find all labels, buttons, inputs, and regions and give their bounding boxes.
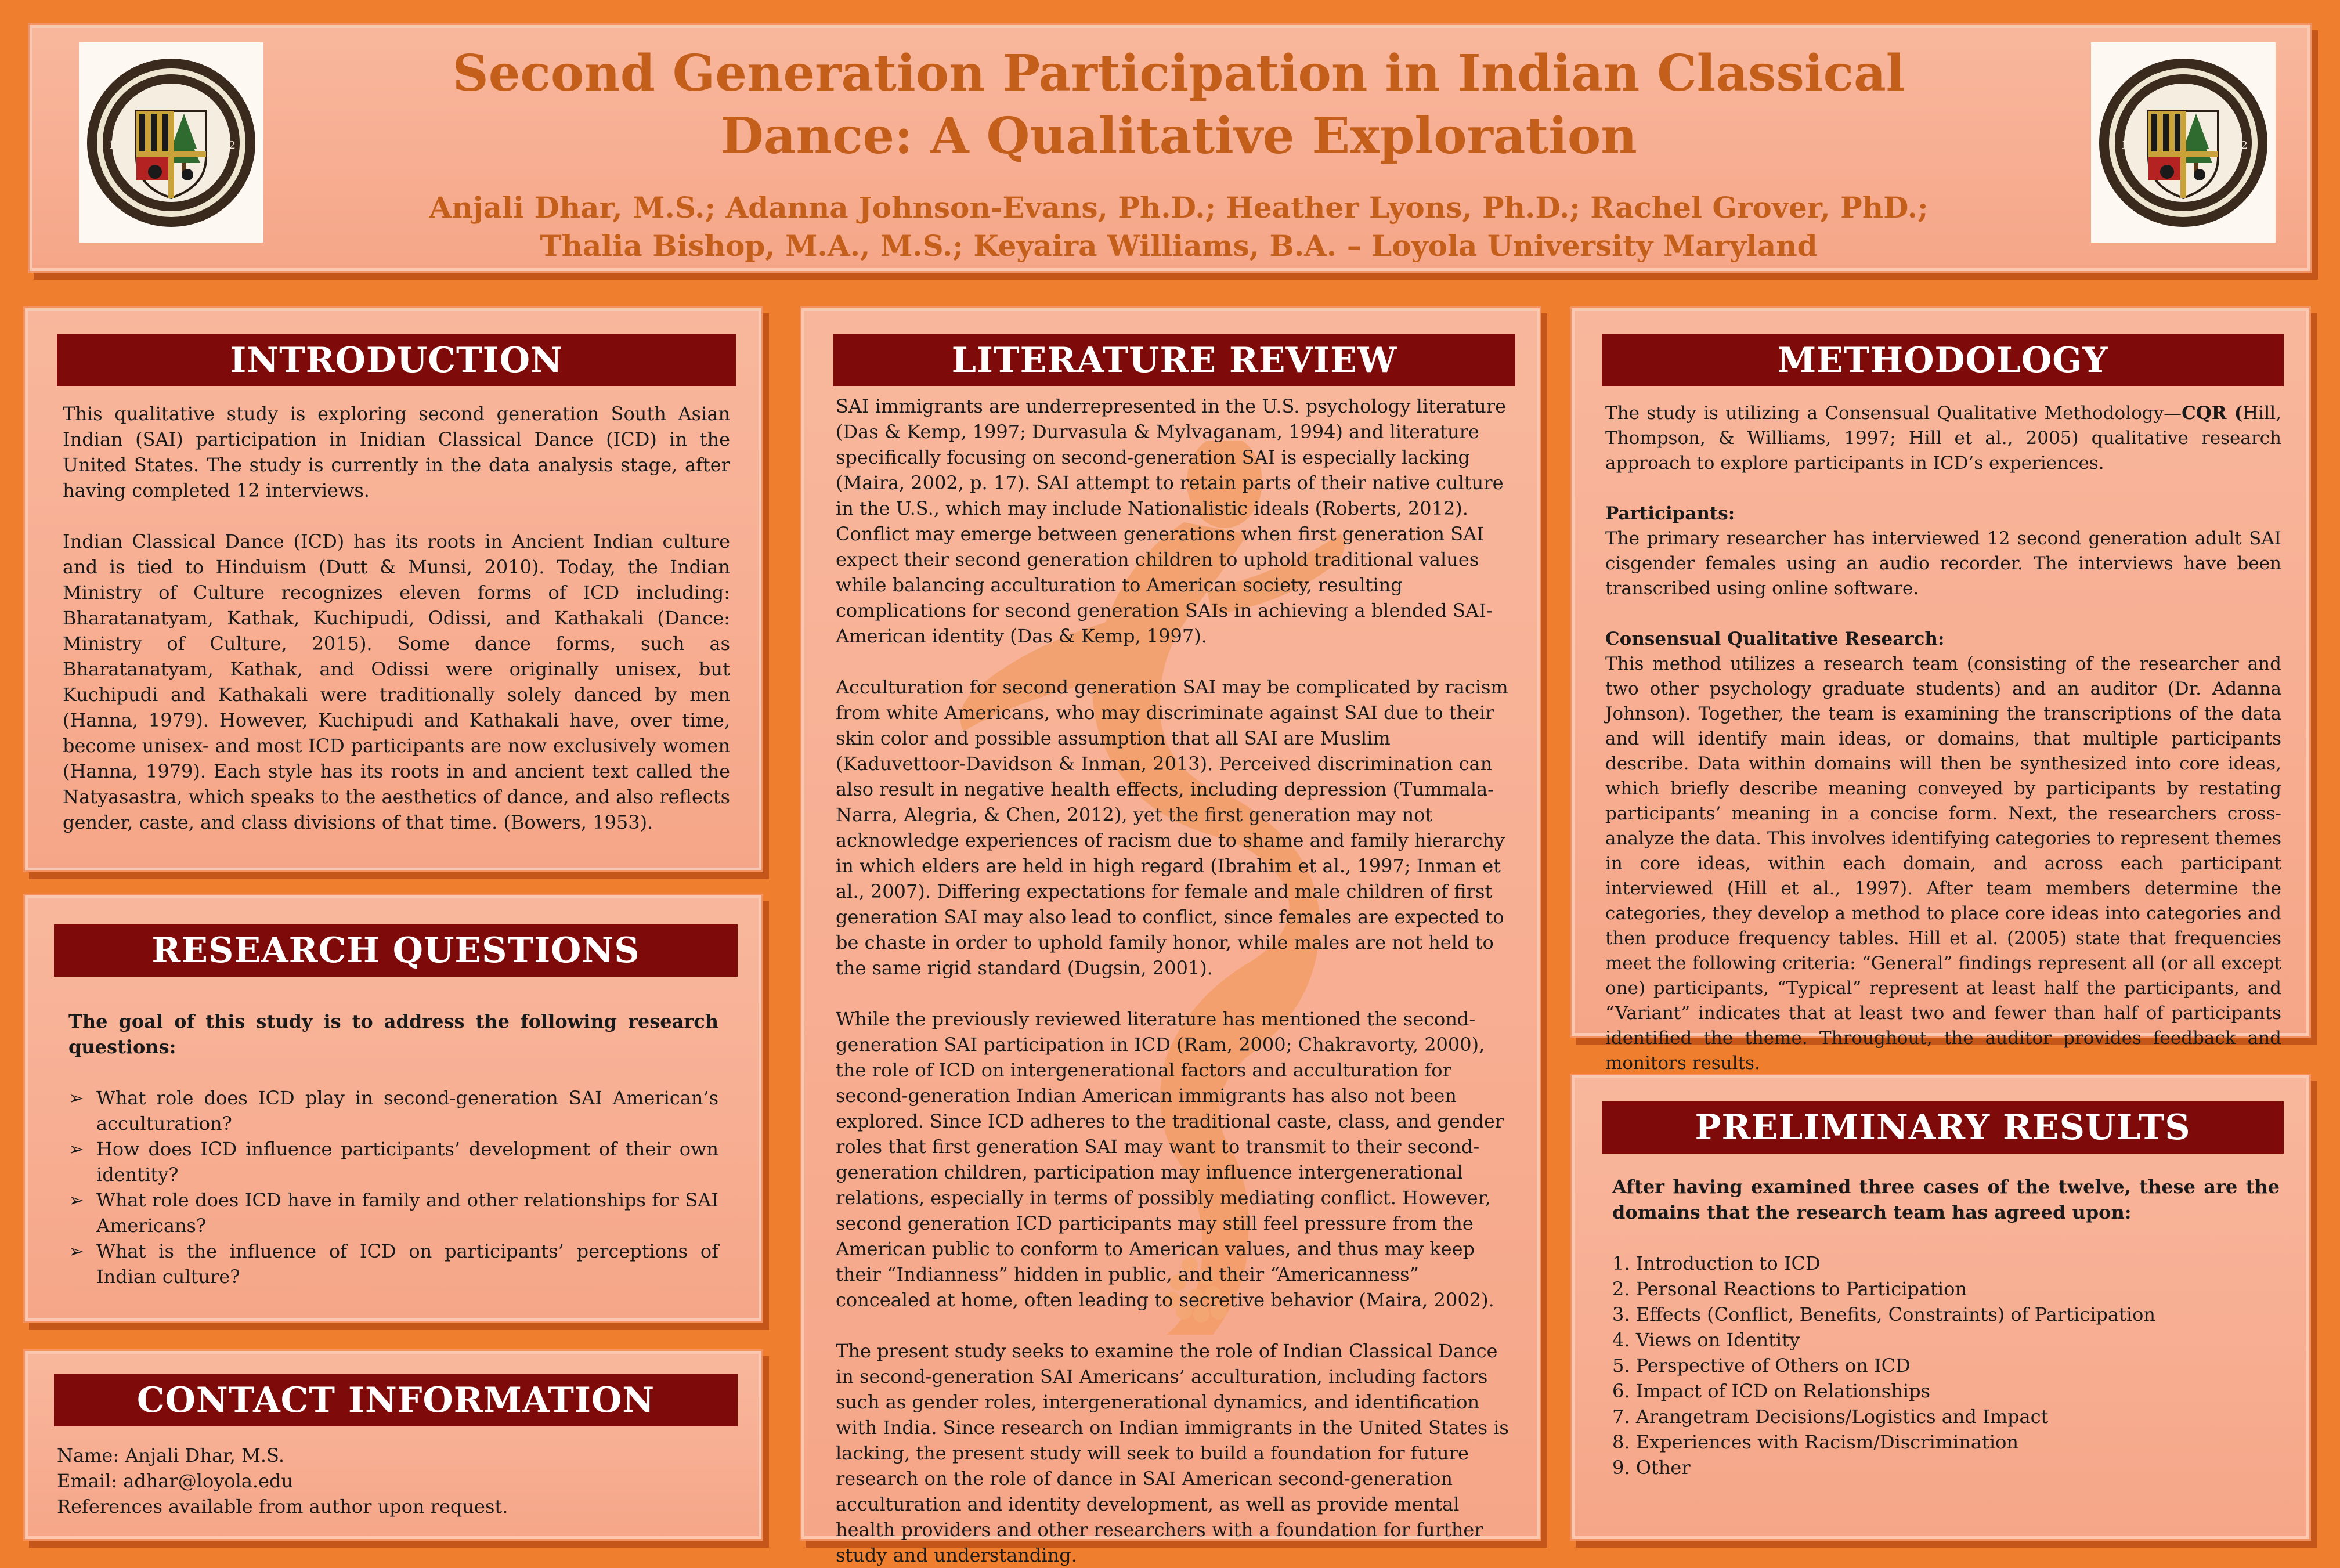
results-panel bbox=[1570, 1074, 2311, 1541]
list-item: 6. Impact of ICD on Relationships bbox=[1612, 1380, 1930, 1402]
arrow-bullet-icon: ➢ bbox=[68, 1087, 84, 1109]
cqr-text: This method utilizes a research team (consisting of the researcher and two other psychology graduate students) and an auditor (Dr. Adanna Johnson). Together, the team is examining the transcriptions of the data and will identify main ideas, or domains, that multiple participants describe. Data within domains will then be synthesized into core ideas, which briefly describe meaning conveyed by participants by restating participants’ meaning in a concise form. Next, the researchers cross-analyze the data. This involves identifying categories to represent themes in core ideas, within each domain, and across each participant interviewed (Hill et al., 1997). After team members determine the categories, they develop a method to place core ideas into categories and then produce frequency tables. Hill et al. (2005) state that frequencies meet the following criteria: “General” findings represent all (or all except one) participants, “Typical” represent at least half the participants, and “Variant” indicates that at least two and fewer than half of participants identified the theme. Throughout, the auditor provides feedback and monitors results. bbox=[1605, 653, 2281, 1074]
arrow-bullet-icon: ➢ bbox=[68, 1240, 84, 1262]
authors-line-1: Anjali Dhar, M.S.; Adanna Johnson-Evans, Ph.D.; Heather Lyons, Ph.D.; Rachel Grover, PhD.; bbox=[429, 190, 1929, 225]
list-item: ➢ What is the influence of ICD on participants’ perceptions of Indian culture? bbox=[68, 1238, 718, 1289]
literature-paragraph-4: The present study seeks to examine the role of Indian Classical Dance in second-generation SAI Americans’ acculturation, including factors such as gender roles, intergenerational dynamics, and identification with India. Since research on Indian immigrants in the United States is lacking, the present study will seek to build a foundation for future research on the role of dance in SAI American second-generation acculturation and identity development, as well as provide mental health providers and other researchers with a foundation for further study and understanding. bbox=[836, 1340, 1509, 1566]
svg-text:18: 18 bbox=[2121, 139, 2134, 151]
contact-name: Name: Anjali Dhar, M.S. bbox=[57, 1444, 285, 1466]
research-goal: The goal of this study is to address the following research questions: bbox=[68, 1010, 718, 1058]
loyola-seal-icon bbox=[84, 56, 258, 230]
literature-paragraph-3: While the previously reviewed literature has mentioned the second-generation SAI participation in ICD (Ram, 2000; Chakravorty, 2000), the role of ICD on intergenerational factors and acculturation for second-generation Indian American immigrants has also not been explored. Since ICD adheres to the traditional caste, class, and gender roles that first generation SAI may want to transmit to their second-generation children, participation may influence intergenerational relations, especially in terms of possibly mediating conflict. However, second generation ICD participants may still feel pressure from the American public to conform to American values, and thus may keep their “Indianness” hidden in public, and their “Americanness” concealed at home, often leading to secretive behavior (Maira, 2002). bbox=[836, 1008, 1504, 1311]
title-line-1: Second Generation Participation in Indian Classical bbox=[452, 44, 1905, 103]
contact-heading: CONTACT INFORMATION bbox=[54, 1374, 738, 1426]
literature-review-heading: LITERATURE REVIEW bbox=[833, 334, 1515, 386]
list-item: 9. Other bbox=[1612, 1457, 1691, 1479]
literature-paragraph-1: SAI immigrants are underrepresented in the U.S. psychology literature (Das & Kemp, 1997; Durvasula & Mylvaganam, 1994) and literature specifically focusing on second-generation SAI is especially lacking (Maira, 2002, p. 17). SAI attempt to retain parts of their native culture in the U.S., which may include Nationalistic ideals (Roberts, 2012). Conflict may emerge between generations when first generation SAI expect their second generation children to uphold traditional values while balancing acculturation to American society, resulting complications for second generation SAIs in achieving a blended SAI-American identity (Das & Kemp, 1997). bbox=[836, 395, 1506, 647]
svg-text:52: 52 bbox=[222, 139, 236, 151]
methodology-intro: The study is utilizing a Consensual Qualitative Methodology—CQR (Hill, Thompson, & Williams, 1997; Hill et al., 2005) qualitative research approach to explore participants in ICD’s experiences. bbox=[1605, 403, 2282, 474]
logo-left bbox=[79, 42, 263, 243]
research-questions-list bbox=[68, 1085, 718, 1289]
list-item: ➢ What role does ICD play in second-generation SAI American’s acculturation? bbox=[68, 1085, 718, 1136]
research-questions-panel bbox=[23, 894, 763, 1323]
literature-paragraph-2: Acculturation for second generation SAI may be complicated by racism from white Americans, who may discriminate against SAI due to their skin color and possible assumption that all SAI are Muslim (Kaduvettoor-Davidson & Inman, 2013). Perceived discrimination can also result in negative health effects, including depression (Tummala-Narra, Alegria, & Chen, 2012), yet the first generation may not acknowledge experiences of racism due to shame and family hierarchy in which elders are held in high regard (Ibrahim et al., 1997; Inman et al., 2007). Differing expectations for female and male children of first generation SAI may also lead to conflict, since females are expected to be chaste in order to uphold family honor, while males are not held to the same rigid standard (Dugsin, 2001). bbox=[836, 676, 1508, 979]
list-item: 1. Introduction to ICD bbox=[1612, 1252, 1821, 1274]
title-line-2: Dance: A Qualitative Exploration bbox=[720, 107, 1637, 165]
arrow-bullet-icon: ➢ bbox=[68, 1138, 84, 1160]
contact-references: References available from author upon request. bbox=[57, 1495, 508, 1518]
literature-review-body bbox=[836, 393, 1509, 1568]
logo-right bbox=[2091, 42, 2276, 243]
list-item: 5. Perspective of Others on ICD bbox=[1612, 1354, 1911, 1376]
results-heading: PRELIMINARY RESULTS bbox=[1602, 1101, 2284, 1154]
introduction-heading: INTRODUCTION bbox=[57, 334, 736, 386]
contact-panel bbox=[23, 1349, 763, 1541]
loyola-seal-icon bbox=[2096, 56, 2270, 230]
list-item: ➢ How does ICD influence participants’ development of their own identity? bbox=[68, 1136, 718, 1187]
poster-authors bbox=[273, 189, 2084, 265]
introduction-paragraph-2: Indian Classical Dance (ICD) has its roots in Ancient Indian culture and is tied to Hinduism (Dutt & Munsi, 2010). Today, the Indian Ministry of Culture recognizes eleven forms of ICD including: Bharatanatyam, Kathak, Kuchipudi, Odissi, and Kathakali (Dance: Ministry of Culture, 2015). Some dance forms, such as Bharatanatyam, Kathak, and Odissi were originally unisex, but Kuchipudi and Kathakali were traditionally solely danced by men (Hanna, 1979). However, Kuchipudi and Kathakali have, over time, become unisex- and most ICD participants are now exclusively women (Hanna, 1979). Each style has its roots in and ancient text called the Natyasastra, which speaks to the aesthetics of dance, and also reflects gender, caste, and class divisions of that time. (Bowers, 1953). bbox=[63, 530, 730, 833]
list-item: 7. Arangetram Decisions/Logistics and Impact bbox=[1612, 1406, 2049, 1428]
svg-text:52: 52 bbox=[2234, 139, 2248, 151]
participants-text: The primary researcher has interviewed 12 second generation adult SAI cisgender females using an audio recorder. The interviews have been transcribed using online software. bbox=[1605, 528, 2281, 599]
list-item: 4. Views on Identity bbox=[1612, 1329, 1800, 1351]
arrow-bullet-icon: ➢ bbox=[68, 1189, 84, 1211]
list-item: 8. Experiences with Racism/Discrimination bbox=[1612, 1431, 2018, 1453]
poster-title bbox=[273, 42, 2084, 168]
list-item: 2. Personal Reactions to Participation bbox=[1612, 1278, 1967, 1300]
contact-email: Email: adhar@loyola.edu bbox=[57, 1470, 294, 1492]
authors-line-2: Thalia Bishop, M.A., M.S.; Keyaira Williams, B.A. – Loyola University Maryland bbox=[540, 229, 1818, 263]
research-questions-heading: RESEARCH QUESTIONS bbox=[54, 924, 738, 977]
list-item: 3. Effects (Conflict, Benefits, Constraints) of Participation bbox=[1612, 1303, 2155, 1325]
results-intro: After having examined three cases of the twelve, these are the domains that the research team has agreed upon: bbox=[1612, 1176, 2280, 1223]
introduction-panel bbox=[23, 306, 763, 872]
participants-label: Participants: bbox=[1605, 503, 1735, 524]
methodology-panel bbox=[1570, 306, 2311, 1074]
svg-text:18: 18 bbox=[109, 139, 122, 151]
results-domain-list bbox=[1612, 1251, 2280, 1480]
methodology-heading: METHODOLOGY bbox=[1602, 334, 2284, 386]
poster-header bbox=[28, 23, 2312, 273]
list-item: ➢ What role does ICD have in family and other relationships for SAI Americans? bbox=[68, 1187, 718, 1238]
introduction-paragraph-1: This qualitative study is exploring second generation South Asian Indian (SAI) participation in Inidian Classical Dance (ICD) in the United States. The study is currently in the data analysis stage, after having completed 12 interviews. bbox=[63, 403, 730, 501]
cqr-label: Consensual Qualitative Research: bbox=[1605, 628, 1945, 649]
